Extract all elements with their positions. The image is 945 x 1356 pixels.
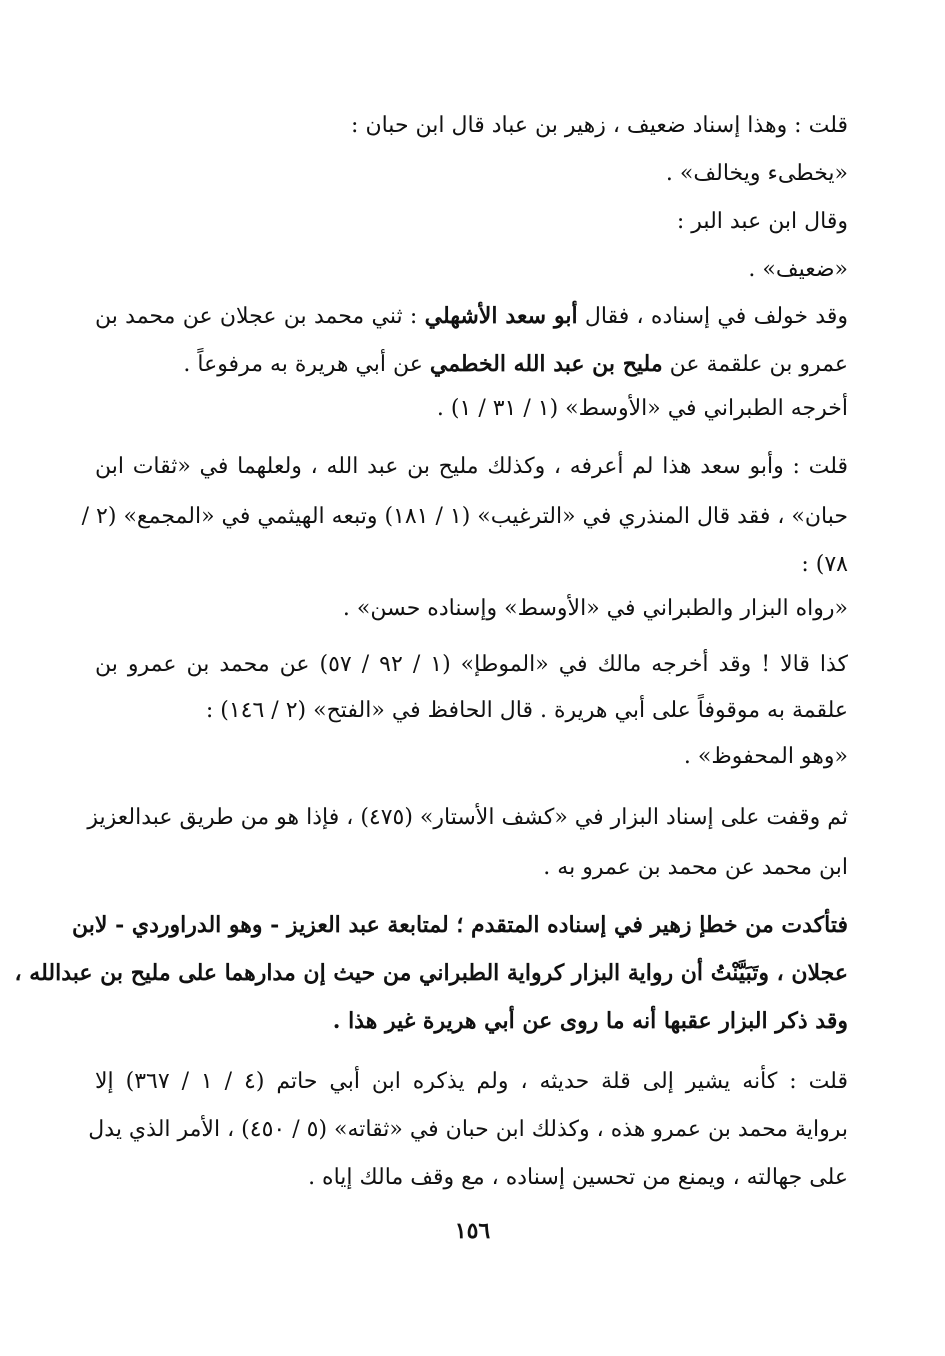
text-line: علقمة به موقوفاً على أبي هريرة . قال الحافظ في «الفتح» (٢ / ١٤٦) : [205,698,848,723]
text-line: ٧٨) : [801,552,848,577]
text-line: ثم وقفت على إسناد البزار في «كشف الأستار» (٤٧٥) ، فإذا هو من طريق عبدالعزيز [87,805,848,830]
text-line [95,301,848,332]
narrator-name: مليح بن عبد الله الخطمي [429,351,663,377]
text-line: «يخطىء ويخالف» . [665,161,848,186]
text-line: فتأكدت من خطإ زهير في إسناده المتقدم ؛ لمتابعة عبد العزيز - وهو الدراوردي - لابن [72,912,848,938]
text-line: على جهالته ، ويمنع من تحسين إسناده ، مع وقف مالك إياه . [308,1165,848,1190]
text-line: قلت : وهذا إسناد ضعيف ، زهير بن عباد قال ابن حبان : [351,113,848,138]
text-line: قلت : كأنه يشير إلى قلة حديثه ، ولم يذكره ابن أبي حاتم (٤ / ١ / ٣٦٧) إلا [95,1069,848,1094]
text-segment: : ثني محمد بن عجلان عن محمد بن [95,304,425,329]
text-line: «ضعيف» . [748,257,848,282]
text-line: كذا قالا ! وقد أخرجه مالك في «الموطإ» (١ / ٩٢ / ٥٧) عن محمد بن عمرو بن [95,652,849,677]
text-line: «رواه البزار والطبراني في «الأوسط» وإسناده حسن» . [342,596,848,621]
text-line: عجلان ، وتَبَيَّنْتُ أن رواية البزار كرواية الطبراني من حيث إن مدارهما على مليح بن عبدالله ، [14,960,848,986]
text-line: ابن محمد عن محمد بن عمرو به . [543,855,848,880]
page-number: ١٥٦ [454,1218,491,1244]
text-line: برواية محمد بن عمرو هذه ، وكذلك ابن حبان في «ثقاته» (٥ / ٤٥٠) ، الأمر الذي يدل [88,1117,848,1142]
text-line: أخرجه الطبراني في «الأوسط» (١ / ٣١ / ١) . [436,396,848,421]
text-segment: وقد خولف في إسناده ، فقال [577,304,848,329]
text-segment: عمرو بن علقمة عن [662,352,848,377]
text-line: «وهو المحفوظ» . [683,744,848,769]
text-line: حبان» ، فقد قال المنذري في «الترغيب» (١ / ١٨١) وتبعه الهيثمي في «المجمع» (٢ / [81,504,848,529]
text-line: وقال ابن عبد البر : [676,209,848,234]
text-segment: عن أبي هريرة به مرفوعاً . [183,352,430,377]
text-line [95,349,848,380]
narrator-name: أبو سعد الأشهلي [424,303,578,329]
text-line: قلت : وأبو سعد هذا لم أعرفه ، وكذلك مليح بن عبد الله ، ولعلهما في «ثقات ابن [95,454,848,479]
text-line: وقد ذكر البزار عقبها أنه ما روى عن أبي هريرة غير هذا . [332,1008,848,1034]
